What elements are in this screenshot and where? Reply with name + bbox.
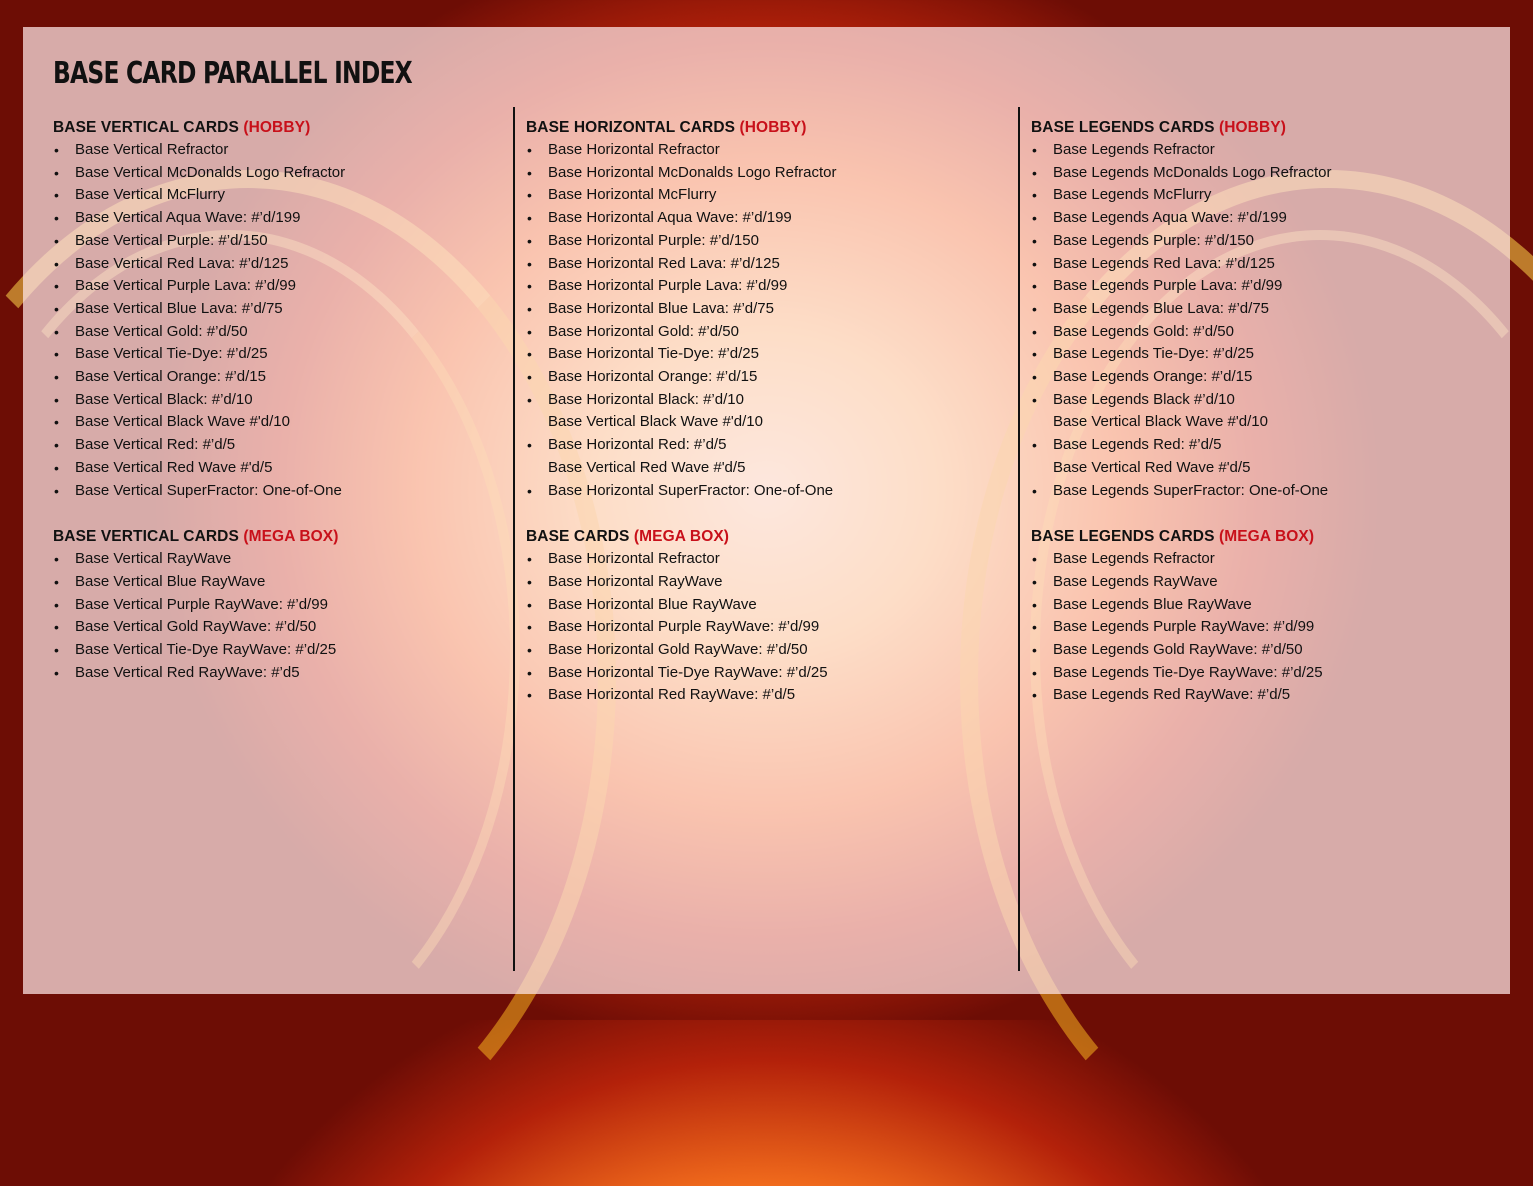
parallel-list xyxy=(53,139,493,502)
list-item: • Base Horizontal Purple: #’d/150 xyxy=(526,230,996,253)
section-heading-text: BASE VERTICAL CARDS xyxy=(53,119,239,136)
section-tag: (HOBBY) xyxy=(739,119,807,136)
parallel-section xyxy=(53,117,493,502)
parallel-section xyxy=(1031,526,1501,707)
list-item: • Base Legends Blue Lava: #’d/75 xyxy=(1031,298,1501,321)
section-spacer xyxy=(1031,502,1501,526)
list-item: Base Vertical Red Wave #'d/5 xyxy=(1053,458,1251,476)
list-item: • Base Legends Aqua Wave: #’d/199 xyxy=(1031,207,1501,230)
list-item: • Base Legends Refractor xyxy=(1031,548,1501,571)
list-item: • Base Legends Red Lava: #’d/125 xyxy=(1031,253,1501,276)
parallel-list xyxy=(526,139,996,502)
list-item: • Base Legends Refractor xyxy=(1031,139,1501,162)
section-heading-text: BASE VERTICAL CARDS xyxy=(53,528,239,546)
list-item: • Base Horizontal Blue RayWave xyxy=(526,594,996,617)
list-item: • Base Legends Red: #’d/5 xyxy=(1031,434,1501,457)
section-heading xyxy=(1031,117,1501,139)
list-item: • Base Legends Blue RayWave xyxy=(1031,594,1501,617)
parallel-section xyxy=(526,117,996,502)
section-heading xyxy=(53,117,493,139)
list-item: • Base Horizontal Red Lava: #’d/125 xyxy=(526,253,996,276)
list-item: • Base Legends Tie-Dye RayWave: #’d/25 xyxy=(1031,662,1501,685)
list-item: • Base Horizontal RayWave xyxy=(526,571,996,594)
list-item: • Base Vertical Black: #’d/10 xyxy=(53,389,493,412)
list-item: • Base Legends RayWave xyxy=(1031,571,1501,594)
section-heading-text: BASE LEGENDS CARDS xyxy=(1031,119,1215,136)
list-item: • Base Legends McFlurry xyxy=(1031,184,1501,207)
list-item: • Base Horizontal Red RayWave: #’d/5 xyxy=(526,684,996,707)
list-item: • Base Legends Purple Lava: #’d/99 xyxy=(1031,275,1501,298)
list-item: • Base Vertical Purple: #’d/150 xyxy=(53,230,493,253)
list-item: • Base Vertical Red Wave #'d/5 xyxy=(53,457,493,480)
section-tag: (MEGA BOX) xyxy=(243,528,339,546)
column-horizontal xyxy=(526,117,996,707)
list-item: • Base Horizontal Tie-Dye: #’d/25 xyxy=(526,343,996,366)
column-legends xyxy=(1031,117,1501,707)
parallel-list xyxy=(526,548,996,707)
list-item: • Base Legends Purple RayWave: #’d/99 xyxy=(1031,616,1501,639)
list-item: • Base Vertical Gold RayWave: #’d/50 xyxy=(53,616,493,639)
section-spacer xyxy=(526,502,996,526)
list-item: • Base Horizontal Purple RayWave: #’d/99 xyxy=(526,616,996,639)
list-item: Base Vertical Black Wave #'d/10 xyxy=(1053,413,1268,431)
parallel-list xyxy=(1031,548,1501,707)
list-item: • Base Legends Black #’d/10 xyxy=(1031,389,1501,412)
list-item: • Base Horizontal Gold RayWave: #’d/50 xyxy=(526,639,996,662)
list-item: • Base Vertical Blue Lava: #’d/75 xyxy=(53,298,493,321)
list-item: • Base Vertical Red RayWave: #’d5 xyxy=(53,662,493,685)
section-tag: (MEGA BOX) xyxy=(633,528,730,546)
column-divider xyxy=(1018,107,1020,971)
parallel-list xyxy=(1031,139,1501,502)
list-item: • Base Horizontal McFlurry xyxy=(526,184,996,207)
list-item: • Base Vertical McDonalds Logo Refractor xyxy=(53,162,493,185)
list-item: • Base Vertical Orange: #’d/15 xyxy=(53,366,493,389)
list-item: • Base Vertical Black Wave #'d/10 xyxy=(53,411,493,434)
parallel-section xyxy=(1031,117,1501,502)
list-item: • Base Vertical Red: #’d/5 xyxy=(53,434,493,457)
section-heading xyxy=(526,526,996,548)
list-item: • Base Legends Gold: #’d/50 xyxy=(1031,321,1501,344)
parallel-section xyxy=(526,526,996,707)
section-spacer xyxy=(53,502,493,526)
list-item: • Base Vertical Tie-Dye: #’d/25 xyxy=(53,343,493,366)
list-item: • Base Vertical Tie-Dye RayWave: #’d/25 xyxy=(53,639,493,662)
list-item: • Base Vertical SuperFractor: One-of-One xyxy=(53,480,493,503)
list-item: • Base Vertical Purple Lava: #’d/99 xyxy=(53,275,493,298)
list-item: • Base Horizontal Black: #’d/10 xyxy=(526,389,996,412)
list-item: • Base Vertical Gold: #’d/50 xyxy=(53,321,493,344)
section-heading xyxy=(1031,526,1501,548)
section-tag: (HOBBY) xyxy=(1218,119,1286,136)
section-heading xyxy=(526,117,996,139)
list-item: • Base Legends SuperFractor: One-of-One xyxy=(1031,480,1501,503)
page-title: BASE CARD PARALLEL INDEX xyxy=(53,56,412,91)
list-item: • Base Horizontal Blue Lava: #’d/75 xyxy=(526,298,996,321)
section-tag: (HOBBY) xyxy=(243,119,311,136)
list-item: • Base Horizontal Red: #’d/5 xyxy=(526,434,996,457)
section-heading-text: BASE HORIZONTAL CARDS xyxy=(526,119,736,136)
list-item: • Base Horizontal SuperFractor: One-of-One xyxy=(526,480,996,503)
parallel-section xyxy=(53,526,493,684)
section-heading-text: BASE CARDS xyxy=(526,528,630,546)
list-item: • Base Vertical McFlurry xyxy=(53,184,493,207)
content-panel xyxy=(23,27,1510,994)
list-item: Base Vertical Red Wave #'d/5 xyxy=(548,458,746,476)
list-item: • Base Horizontal Gold: #’d/50 xyxy=(526,321,996,344)
list-item: • Base Horizontal Refractor xyxy=(526,139,996,162)
list-item: • Base Legends Orange: #’d/15 xyxy=(1031,366,1501,389)
list-item: • Base Horizontal Purple Lava: #’d/99 xyxy=(526,275,996,298)
list-item: • Base Vertical Aqua Wave: #’d/199 xyxy=(53,207,493,230)
list-item: • Base Legends McDonalds Logo Refractor xyxy=(1031,162,1501,185)
section-heading xyxy=(53,526,493,548)
list-item: • Base Vertical Blue RayWave xyxy=(53,571,493,594)
list-item: Base Vertical Black Wave #'d/10 xyxy=(548,413,763,431)
list-item: • Base Horizontal McDonalds Logo Refractor xyxy=(526,162,996,185)
list-item: • Base Legends Gold RayWave: #’d/50 xyxy=(1031,639,1501,662)
list-item: • Base Legends Red RayWave: #’d/5 xyxy=(1031,684,1501,707)
list-item: • Base Horizontal Orange: #’d/15 xyxy=(526,366,996,389)
list-item: • Base Vertical Purple RayWave: #’d/99 xyxy=(53,594,493,617)
list-item: • Base Vertical Refractor xyxy=(53,139,493,162)
list-item: • Base Horizontal Tie-Dye RayWave: #’d/25 xyxy=(526,662,996,685)
section-tag: (MEGA BOX) xyxy=(1218,528,1315,546)
section-heading-text: BASE LEGENDS CARDS xyxy=(1031,528,1215,546)
list-item: • Base Vertical RayWave xyxy=(53,548,493,571)
list-item: • Base Horizontal Refractor xyxy=(526,548,996,571)
list-item: • Base Vertical Red Lava: #’d/125 xyxy=(53,253,493,276)
list-item: • Base Horizontal Aqua Wave: #’d/199 xyxy=(526,207,996,230)
list-item: • Base Legends Purple: #’d/150 xyxy=(1031,230,1501,253)
column-divider xyxy=(513,107,515,971)
list-item: • Base Legends Tie-Dye: #’d/25 xyxy=(1031,343,1501,366)
parallel-list xyxy=(53,548,493,684)
column-vertical xyxy=(53,117,493,684)
